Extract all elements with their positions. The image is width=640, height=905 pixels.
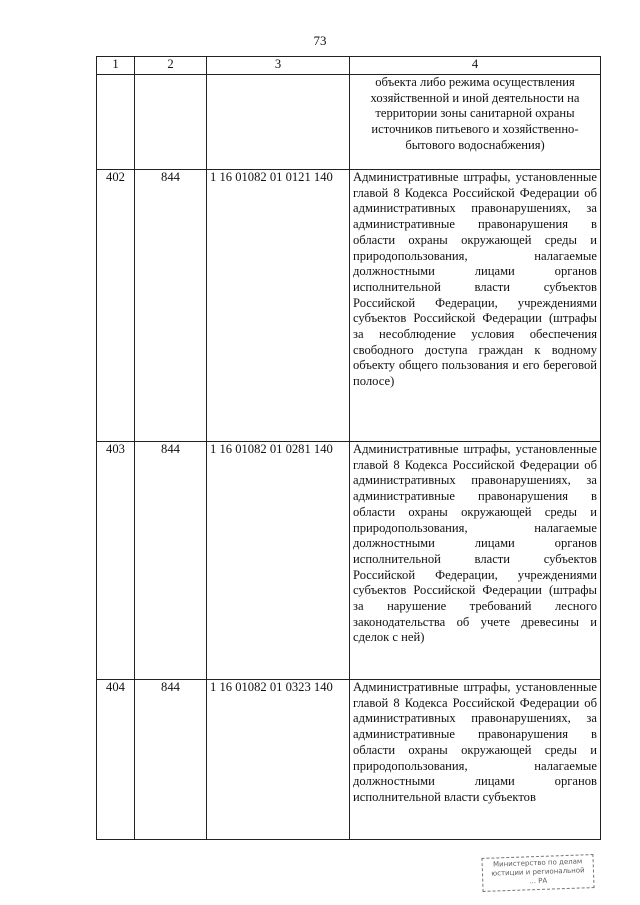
registry-table	[96, 56, 601, 840]
table-row	[97, 75, 601, 170]
revenue-code: 1 16 01082 01 0121 140	[207, 170, 350, 442]
row-description: Административные штрафы, установленные главой 8 Кодекса Российской Федерации об административных правонарушениях, за административные правонарушения в области охраны окружающей среды и природопользования, налагаемые должностными лицами органов исполнительной власти субъектов Российской Федерации, учреждениями субъектов Российской Федерации (штрафы за несоблюдение условия обеспечения свободного доступа граждан к водному объекту общего пользования и его береговой полосе)	[350, 170, 601, 442]
stamp-line-3: ... РА	[529, 876, 548, 886]
row-number: 404	[97, 680, 135, 840]
stamp-line-2: юстиции и региональной	[491, 866, 585, 878]
registration-stamp	[481, 854, 594, 892]
row-description: Административные штрафы, установленные главой 8 Кодекса Российской Федерации об административных правонарушениях, за административные правонарушения в области охраны окружающей среды и природопользования, налагаемые должностными лицами органов исполнительной власти субъектов Российской Федерации, учреждениями субъектов Российской Федерации (штрафы за нарушение требований лесного законодательства об учете древесины и сделок с ней)	[350, 442, 601, 680]
admin-code	[135, 75, 207, 170]
page-number: 73	[313, 33, 327, 48]
stamp-line-1: Министерство по делам	[492, 857, 583, 869]
admin-code: 844	[135, 680, 207, 840]
revenue-code	[207, 75, 350, 170]
revenue-code: 1 16 01082 01 0281 140	[207, 442, 350, 680]
table-row	[97, 680, 601, 840]
admin-code: 844	[135, 442, 207, 680]
col-header-1: 1	[97, 57, 135, 75]
col-header-3: 3	[207, 57, 350, 75]
table-row	[97, 170, 601, 442]
table-row	[97, 442, 601, 680]
col-header-4: 4	[350, 57, 601, 75]
table-header-row	[97, 57, 601, 75]
row-number	[97, 75, 135, 170]
row-number: 403	[97, 442, 135, 680]
col-header-2: 2	[135, 57, 207, 75]
admin-code: 844	[135, 170, 207, 442]
row-number: 402	[97, 170, 135, 442]
revenue-code: 1 16 01082 01 0323 140	[207, 680, 350, 840]
row-description: объекта либо режима осуществления хозяйственной и иной деятельности на территории зоны санитарной охраны источников питьевого и хозяйственно-бытового водоснабжения)	[350, 75, 601, 170]
row-description: Административные штрафы, установленные главой 8 Кодекса Российской Федерации об административных правонарушениях, за административные правонарушения в области охраны окружающей среды и природопользования, налагаемые должностными лицами органов исполнительной власти субъектов	[350, 680, 601, 840]
